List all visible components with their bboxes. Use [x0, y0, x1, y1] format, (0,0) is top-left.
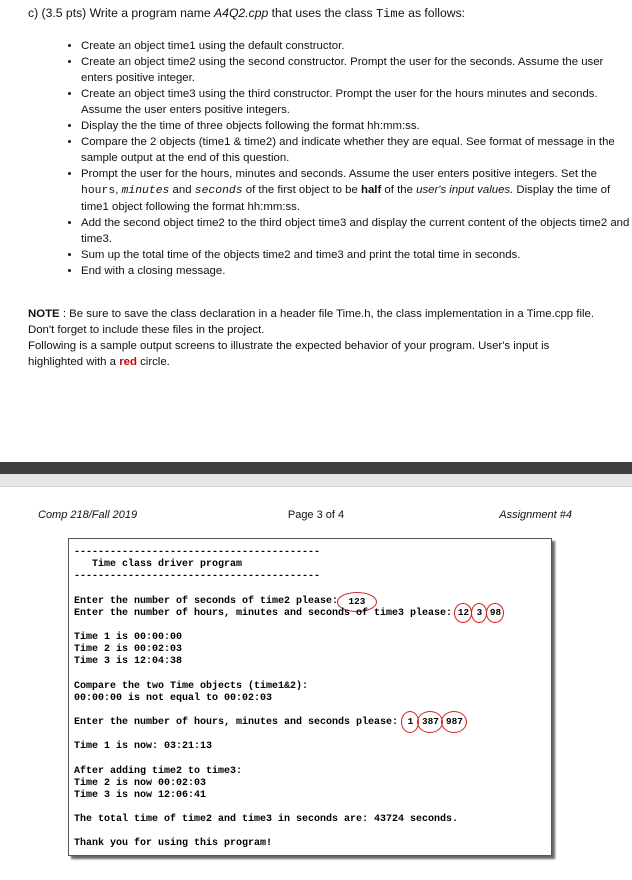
footer-assignment: Assignment #4 — [499, 509, 572, 521]
req-seconds: seconds — [194, 185, 243, 197]
requirement-item: • End with a closing message. — [81, 263, 631, 279]
input-minutes: 3 — [476, 607, 483, 618]
req-text: , — [115, 184, 122, 196]
console-title: Time class driver program — [74, 559, 243, 570]
console-total: The total time of time2 and time3 in seconds are: 43724 seconds. — [74, 814, 459, 825]
note-line2: Following is a sample output screens to illustrate the expected behavior of your program. User's input is highlighted with a — [28, 340, 550, 368]
input-hours-2: 1 — [407, 716, 414, 727]
page-separator-light — [0, 474, 632, 487]
req-hours: hours — [81, 185, 116, 197]
req-text: of the first object to be — [242, 184, 361, 196]
document-page-bottom — [0, 487, 632, 880]
note-red-word: red — [119, 356, 137, 368]
program-filename: A4Q2.cpp — [214, 6, 269, 20]
input-seconds-2: 98 — [489, 607, 502, 618]
console-thanks: Thank you for using this program! — [74, 838, 273, 849]
requirement-item: • Add the second object time2 to the third object time3 and display the current content of the objects time2 and time3. — [81, 215, 631, 247]
requirement-item: • Create an object time3 using the third constructor. Prompt the user for the hours minutes and seconds. Assume the user enters positive integers. — [81, 86, 631, 118]
console-time2-now: Time 2 is now 00:02:03 — [74, 778, 207, 789]
console-rule: ----------------------------------------- — [74, 547, 321, 558]
note-line2-end: circle. — [136, 356, 170, 368]
note-label: NOTE — [28, 308, 60, 320]
input-hours: 12 — [457, 607, 470, 618]
console-compare-head: Compare the two Time objects (time1&2): — [74, 681, 309, 692]
console-rule: ----------------------------------------- — [74, 571, 321, 582]
question-heading — [28, 6, 465, 21]
req-user-input: user's input values. — [416, 184, 514, 196]
console-time1: Time 1 is 00:00:00 — [74, 632, 183, 643]
console-time3: Time 3 is 12:04:38 — [74, 656, 183, 667]
requirement-item: • Sum up the total time of the objects time2 and time3 and print the total time in seconds. — [81, 247, 631, 263]
note-paragraph — [28, 306, 598, 370]
console-time3-now: Time 3 is now 12:06:41 — [74, 790, 207, 801]
heading-suffix: as follows: — [404, 6, 466, 20]
req-minutes: minutes — [121, 185, 170, 197]
req-text: Display the time of time1 object following the format hh:mm:ss. — [81, 184, 611, 213]
requirement-item: • Create an object time2 using the second constructor. Prompt the user for the seconds. Assume the user enters positive integer. — [81, 54, 631, 86]
console-prompt-hms: Enter the number of hours, minutes and seconds of time3 please: — [74, 608, 453, 619]
requirement-item: • Compare the 2 objects (time1 & time2) and indicate whether they are equal. See format of message in the sample output at the end of this question. — [81, 134, 631, 166]
req-half: half — [361, 184, 382, 196]
requirements-list — [40, 38, 631, 279]
console-prompt-hms2: Enter the number of hours, minutes and seconds please: — [74, 717, 399, 728]
requirement-item: • Display the the time of three objects following the format hh:mm:ss. — [81, 118, 631, 134]
console-prompt-seconds: Enter the number of seconds of time2 please: — [74, 596, 339, 607]
input-seconds-3: 987 — [446, 716, 463, 727]
console-after-add: After adding time2 to time3: — [74, 766, 243, 777]
console-time1-now: Time 1 is now: 03:21:13 — [74, 741, 213, 752]
req-text: and — [169, 184, 195, 196]
input-seconds: 123 — [348, 596, 366, 607]
input-minutes-2: 387 — [422, 716, 439, 727]
heading-middle: that uses the class — [268, 6, 376, 20]
class-name: Time — [375, 7, 405, 21]
console-compare-result: 00:00:00 is not equal to 00:02:03 — [74, 693, 273, 704]
footer-course: Comp 218/Fall 2019 — [38, 509, 138, 521]
page-separator — [0, 462, 632, 474]
footer-page-number: Page 3 of 4 — [287, 509, 345, 521]
req-text: of the — [381, 184, 417, 196]
requirement-item: • Create an object time1 using the default constructor. — [81, 38, 631, 54]
heading-prefix: c) (3.5 pts) Write a program name — [28, 6, 215, 20]
req-text: Prompt the user for the hours, minutes and seconds. Assume the user enters positive integers. Set the — [81, 168, 598, 180]
note-line1: : Be sure to save the class declaration in a header file Time.h, the class implementation in a Time.cpp file. Don't forget to include these files in the project. — [28, 308, 595, 336]
console-time2: Time 2 is 00:02:03 — [74, 644, 183, 655]
console-output — [68, 538, 552, 856]
requirement-item — [81, 166, 631, 215]
